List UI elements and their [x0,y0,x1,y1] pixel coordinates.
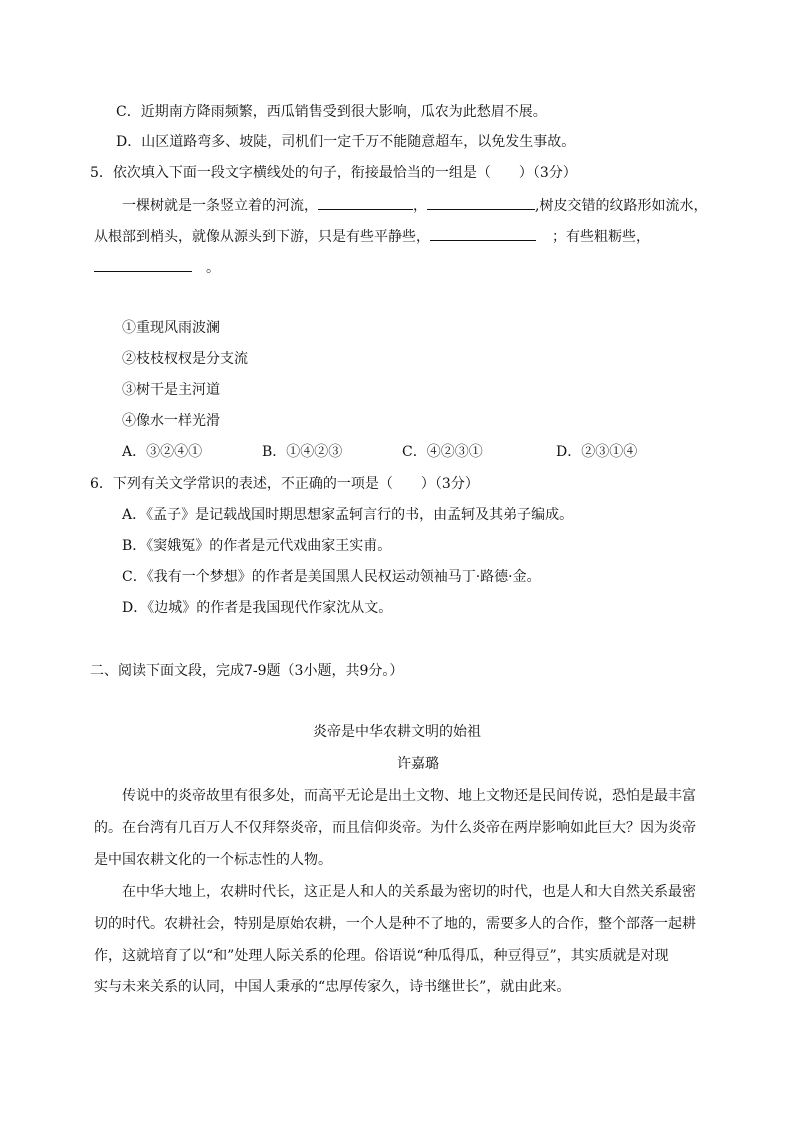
q5-choice-b: B．①④②③ [262,444,343,460]
q6-stem: 6．下列有关文学常识的表述，不正确的一项是（ ）（3分） [90,476,479,492]
fill-blank-4 [94,257,192,272]
q5-choice-c: C．④②③① [402,444,483,460]
q5-item-3: ③树干是主河道 [122,382,220,398]
fill-blank-1 [318,195,413,210]
q5-passage-part2: ,树皮交错的纹路形如流水， [535,198,708,214]
q5-item-1: ①重现风雨波澜 [122,320,220,336]
q4-option-c: C．近期南方降雨频繁，西瓜销售受到很大影响，瓜农为此愁眉不展。 [116,104,547,120]
q6-option-b: B．《窦娥冤》的作者是元代戏曲家王实甫。 [122,538,392,554]
fill-blank-2 [427,195,535,210]
q6-option-d: D．《边城》的作者是我国现代作家沈从文。 [122,600,393,616]
q5-item-4: ④像水一样光滑 [122,413,220,429]
q5-passage-line2a: 从根部到梢头，就像从源头到下游，只是有些平静些， [94,229,430,245]
q5-passage-sep1: ， [413,198,427,214]
article-title: 炎帝是中华农耕文明的始祖 [313,724,481,740]
q5-choice-d: D．②③①④ [556,444,638,460]
q5-passage-line3 [94,257,220,278]
para1-line1: 传说中的炎帝故里有很多处，而高平无论是出土文物、地上文物还是民间传说，恐怕是最丰富 [122,788,696,804]
q5-passage-line2b: ；有些粗粝些， [552,229,650,245]
para2-line4: 实与未来关系的认同，中国人秉承的“忠厚传家久，诗书继世长”，就由此来。 [94,979,571,995]
fill-blank-3 [430,226,536,241]
para1-line3: 是中国农耕文化的一个标志性的人物。 [94,852,332,868]
para2-line1: 在中华大地上，农耕时代长，这正是人和人的关系最为密切的时代，也是人和大自然关系最密 [122,884,696,900]
q5-choice-a: A．③②④① [122,444,203,460]
para2-line3: 作，这就培育了以“和”处理人际关系的伦理。俗语说“种瓜得瓜，种豆得豆”，其实质就是对现 [94,948,669,964]
para2-line2: 切的时代。农耕社会，特别是原始农耕，一个人是种不了地的，需要多人的合作，整个部落一起耕 [94,916,696,932]
q5-item-2: ②枝枝杈杈是分支流 [122,351,248,367]
q4-option-d: D．山区道路弯多、坡陡，司机们一定千万不能随意超车，以免发生事故。 [116,134,576,150]
para1-line2: 的。在台湾有几百万人不仅拜祭炎帝，而且信仰炎帝。为什么炎帝在两岸影响如此巨大？因为炎帝 [94,820,696,836]
q5-passage-line1 [122,195,707,216]
section-heading: 二、阅读下面文段，完成7-9题（3小题，共9分。） [90,663,404,679]
q5-passage-end: 。 [206,260,220,276]
q5-passage-line2 [94,226,650,247]
article-author: 许嘉璐 [397,756,439,772]
q5-passage-part1: 一棵树就是一条竖立着的河流， [122,198,318,214]
q6-option-a: A．《孟子》是记载战国时期思想家孟轲言行的书，由孟轲及其弟子编成。 [122,507,574,523]
q6-option-c: C．《我有一个梦想》的作者是美国黑人民权运动领袖马丁·路德·金。 [122,569,541,585]
q5-stem: 5．依次填入下面一段文字横线处的句子，衔接最恰当的一组是（ ）（3分） [90,165,577,181]
